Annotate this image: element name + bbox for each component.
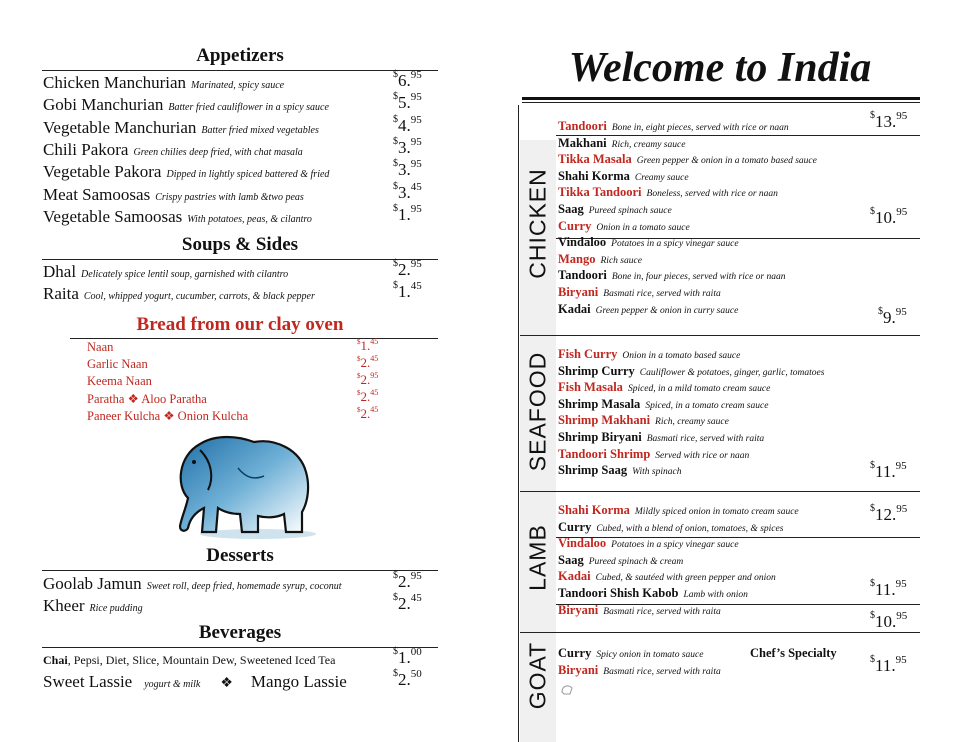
beverage-price: $1.00 bbox=[393, 646, 422, 667]
menu-item bbox=[558, 185, 778, 200]
bread-price bbox=[357, 405, 378, 422]
price-cents: 45 bbox=[370, 354, 379, 363]
item-desc: With spinach bbox=[632, 467, 682, 478]
currency-symbol: $ bbox=[357, 372, 361, 380]
item-desc: Lamb with onion bbox=[683, 590, 748, 600]
price-cents: 95 bbox=[895, 460, 907, 472]
item-name: Biryani bbox=[558, 602, 599, 617]
menu-item bbox=[558, 646, 703, 661]
price-dollars: 1. bbox=[398, 282, 411, 301]
item-name: Saag bbox=[558, 552, 584, 567]
menu-item bbox=[43, 207, 312, 227]
currency-symbol: $ bbox=[393, 158, 398, 170]
price-dollars: 1. bbox=[398, 204, 411, 224]
item-name: Vindaloo bbox=[558, 536, 607, 551]
item-desc: Batter fried mixed vegetables bbox=[201, 124, 319, 136]
currency-symbol: $ bbox=[870, 578, 875, 589]
divider bbox=[42, 259, 438, 260]
price-dollars: 3. bbox=[398, 182, 411, 202]
item-desc: Spiced, in a mild tomato cream sauce bbox=[627, 384, 771, 395]
lamb-price bbox=[870, 578, 907, 600]
menu-item bbox=[558, 430, 764, 445]
item-price bbox=[393, 280, 422, 302]
menu-item bbox=[558, 463, 681, 478]
price-dollars: 3. bbox=[398, 160, 411, 180]
divider bbox=[42, 570, 438, 571]
price-dollars: 4. bbox=[398, 115, 411, 135]
menu-item bbox=[43, 162, 329, 182]
sweet-lassie-desc: yogurt & milk bbox=[144, 679, 201, 690]
price-cents: 95 bbox=[410, 158, 422, 171]
item-name: Vegetable Manchurian bbox=[43, 117, 197, 137]
price-dollars: 13. bbox=[875, 112, 897, 131]
item-name: Tandoori Shish Kabob bbox=[558, 586, 679, 600]
price-dollars: 2. bbox=[398, 594, 411, 613]
menu-item bbox=[43, 574, 342, 594]
menu-item bbox=[43, 284, 315, 304]
price-dollars: 2. bbox=[360, 355, 371, 370]
item-name: Meat Samoosas bbox=[43, 184, 151, 204]
menu-item bbox=[558, 169, 689, 184]
item-desc: Basmati rice, served with raita bbox=[646, 434, 765, 444]
item-name: Tikka Tandoori bbox=[558, 185, 642, 200]
item-name: Gobi Manchurian bbox=[43, 95, 164, 115]
price-cents: 95 bbox=[896, 610, 908, 622]
item-name: Tandoori bbox=[558, 119, 607, 133]
currency-symbol: $ bbox=[393, 113, 398, 125]
price-cents: 95 bbox=[410, 570, 422, 582]
currency-symbol: $ bbox=[393, 258, 398, 269]
price-dollars: 6. bbox=[398, 71, 411, 90]
currency-symbol: $ bbox=[357, 338, 361, 346]
item-name: Tandoori bbox=[558, 268, 607, 283]
menu-item bbox=[558, 152, 817, 167]
price-cents: 95 bbox=[896, 206, 908, 218]
item-desc: With potatoes, peas, & cilantro bbox=[187, 213, 312, 225]
item-desc: Spicy onion in tomato sauce bbox=[596, 650, 704, 660]
bread-price bbox=[357, 371, 378, 388]
bread-item: Paneer Kulcha ❖ Onion Kulcha bbox=[87, 409, 249, 423]
item-desc: Crispy pastries with lamb &two peas bbox=[155, 191, 304, 203]
currency-symbol: $ bbox=[357, 389, 361, 397]
price-dollars: 11. bbox=[875, 462, 896, 481]
item-name: Raita bbox=[43, 284, 79, 303]
item-name: Biryani bbox=[558, 662, 599, 677]
currency-symbol: $ bbox=[870, 206, 875, 217]
price-dollars: 2. bbox=[398, 572, 411, 591]
menu-item bbox=[43, 185, 304, 205]
currency-symbol: $ bbox=[393, 280, 398, 291]
price-dollars: 12. bbox=[875, 505, 897, 524]
menu-item bbox=[558, 413, 729, 428]
chicken-label: CHICKEN bbox=[524, 168, 551, 279]
item-desc: Cubed, & sautéed with green pepper and onion bbox=[595, 573, 776, 584]
item-name: Fish Masala bbox=[558, 380, 623, 395]
price-dollars: 10. bbox=[875, 612, 897, 631]
goat-label: GOAT bbox=[524, 641, 551, 710]
item-name: Fish Curry bbox=[558, 347, 618, 361]
item-desc: Basmati rice, served with raita bbox=[603, 666, 721, 677]
currency-symbol: $ bbox=[870, 654, 875, 665]
sweet-lassie-name: Sweet Lassie bbox=[43, 672, 133, 691]
price-cents: 45 bbox=[370, 405, 379, 414]
item-name: Curry bbox=[558, 218, 592, 233]
currency-symbol: $ bbox=[393, 91, 398, 103]
menu-item bbox=[558, 380, 770, 395]
price-dollars: 5. bbox=[398, 93, 411, 113]
item-desc: Served with rice or naan bbox=[655, 450, 750, 461]
lassie-line bbox=[43, 672, 347, 692]
menu-item bbox=[558, 569, 776, 584]
price-cents: 45 bbox=[410, 592, 422, 604]
section-rule bbox=[520, 491, 920, 492]
appetizers-title: Appetizers bbox=[196, 45, 284, 66]
price-cents: 95 bbox=[410, 113, 422, 126]
item-name: Makhani bbox=[558, 135, 607, 150]
currency-symbol: $ bbox=[393, 135, 398, 147]
price-cents: 95 bbox=[410, 69, 422, 81]
menu-item bbox=[558, 268, 785, 283]
item-name: Vindaloo bbox=[558, 235, 607, 250]
item-name: Shrimp Curry bbox=[558, 363, 635, 378]
beverage-line bbox=[43, 653, 335, 668]
currency-symbol: $ bbox=[870, 460, 875, 471]
bread-price bbox=[357, 354, 378, 371]
menu-item bbox=[558, 447, 749, 462]
menu-item bbox=[43, 118, 319, 138]
item-name: Tandoori Shrimp bbox=[558, 446, 651, 461]
item-name: Shrimp Masala bbox=[558, 396, 641, 411]
price-dollars: 11. bbox=[875, 580, 896, 599]
vertical-rule bbox=[518, 105, 519, 742]
welcome-title: Welcome to India bbox=[568, 45, 872, 91]
currency-symbol: $ bbox=[393, 180, 398, 192]
price-cents: 95 bbox=[410, 258, 422, 270]
price-dollars: 2. bbox=[398, 260, 411, 279]
lamb-label: LAMB bbox=[524, 524, 551, 591]
item-desc: Rice pudding bbox=[89, 603, 143, 614]
item-price bbox=[393, 136, 422, 158]
item-desc: Pureed spinach sauce bbox=[588, 206, 672, 216]
item-desc: Sweet roll, deep fried, homemade syrup, coconut bbox=[146, 581, 342, 592]
currency-symbol: $ bbox=[357, 406, 361, 414]
item-name: Mango bbox=[558, 251, 596, 266]
item-name: Shrimp Saag bbox=[558, 463, 628, 478]
price-cents: 95 bbox=[410, 135, 422, 148]
item-name: Biryani bbox=[558, 285, 599, 299]
item-desc: Onion in a tomato based sauce bbox=[622, 351, 741, 361]
decorative-icon bbox=[560, 682, 574, 696]
bread-item: Keema Naan bbox=[87, 374, 152, 388]
menu-item bbox=[558, 347, 740, 362]
item-name: Tikka Masala bbox=[558, 152, 632, 167]
menu-item bbox=[43, 73, 284, 93]
menu-item bbox=[558, 119, 789, 134]
item-desc: Green chilies deep fried, with chat masala bbox=[133, 146, 303, 158]
item-desc: Mildly spiced onion in tomato cream sauce bbox=[634, 507, 799, 517]
item-price bbox=[393, 91, 422, 113]
soda-list: , Pepsi, Diet, Slice, Mountain Dew, Sweetened Iced Tea bbox=[67, 653, 336, 667]
soups-title: Soups & Sides bbox=[181, 234, 299, 255]
item-name: Saag bbox=[558, 202, 584, 216]
bread-title: Bread from our clay oven bbox=[136, 314, 344, 335]
lamb-price bbox=[870, 503, 907, 525]
price-cents: 45 bbox=[370, 337, 379, 346]
price-dollars: 2. bbox=[360, 389, 371, 404]
price-cents: 45 bbox=[410, 180, 422, 193]
price-cents: 45 bbox=[370, 388, 379, 397]
menu-item bbox=[558, 202, 672, 217]
item-desc: Bone in, four pieces, served with rice or naan bbox=[611, 272, 786, 283]
lassie-price: $2.50 bbox=[393, 668, 422, 689]
currency-symbol: $ bbox=[870, 110, 875, 121]
price-cents: 95 bbox=[410, 202, 422, 215]
mango-lassie-name: Mango Lassie bbox=[250, 672, 347, 691]
item-price bbox=[393, 203, 422, 225]
item-desc: Rich sauce bbox=[600, 255, 642, 266]
item-desc: Boneless, served with rice or naan bbox=[646, 189, 778, 200]
menu-item bbox=[43, 140, 303, 160]
item-price bbox=[393, 181, 422, 203]
item-price bbox=[393, 570, 422, 592]
menu-item bbox=[558, 285, 721, 300]
item-price bbox=[393, 592, 422, 614]
item-name: Shahi Korma bbox=[558, 168, 630, 183]
price-dollars: 9. bbox=[883, 308, 896, 327]
menu-item bbox=[558, 553, 683, 568]
item-desc: Cool, whipped yogurt, cucumber, carrots, & black pepper bbox=[83, 291, 315, 302]
item-name: Shahi Korma bbox=[558, 503, 630, 517]
menu-item bbox=[558, 536, 739, 551]
chai-label: Chai bbox=[43, 653, 68, 667]
price-dollars: 1. bbox=[360, 338, 371, 353]
menu-item bbox=[43, 596, 143, 616]
chef-specialty-label: Chef’s Specialty bbox=[750, 646, 837, 660]
item-name: Vegetable Samoosas bbox=[43, 206, 183, 226]
menu-item bbox=[558, 219, 690, 234]
item-desc: Potatoes in a spicy vinegar sauce bbox=[611, 540, 739, 551]
item-desc: Onion in a tomato sauce bbox=[596, 222, 690, 233]
item-desc: Rich, creamy sauce bbox=[655, 417, 729, 428]
menu-item bbox=[558, 603, 721, 618]
divider bbox=[42, 70, 438, 71]
bread-price bbox=[357, 388, 378, 405]
divider bbox=[70, 338, 438, 339]
item-desc: Cauliflower & potatoes, ginger, garlic, tomatoes bbox=[639, 367, 825, 378]
currency-symbol: $ bbox=[393, 202, 398, 214]
item-desc: Cubed, with a blend of onion, tomatoes, & spices bbox=[596, 523, 784, 534]
price-dollars: 2. bbox=[360, 372, 371, 387]
lamb-price bbox=[870, 610, 907, 632]
price-cents: 95 bbox=[410, 91, 422, 104]
currency-symbol: $ bbox=[870, 610, 875, 621]
bread-item: Garlic Naan bbox=[87, 357, 148, 371]
title-rule bbox=[522, 102, 920, 103]
item-name: Dhal bbox=[43, 262, 77, 281]
chicken-price bbox=[878, 306, 907, 328]
item-name: Curry bbox=[558, 646, 592, 660]
chicken-price bbox=[870, 110, 907, 132]
price-dollars: 2. bbox=[360, 406, 371, 421]
item-desc: Batter fried cauliflower in a spicy sauce bbox=[168, 102, 329, 114]
price-dollars: 10. bbox=[875, 208, 897, 227]
item-name: Kadai bbox=[558, 569, 591, 584]
item-desc: Bone in, eight pieces, served with rice or naan bbox=[611, 123, 789, 133]
item-desc: Green pepper & onion in curry sauce bbox=[595, 305, 739, 316]
item-desc: Basmati rice, served with raita bbox=[603, 289, 721, 299]
menu-item bbox=[558, 586, 748, 601]
currency-symbol: $ bbox=[878, 306, 883, 317]
item-name: Kheer bbox=[43, 596, 85, 615]
menu-item bbox=[43, 95, 329, 115]
item-price bbox=[393, 258, 422, 280]
currency-symbol: $ bbox=[357, 355, 361, 363]
item-desc: Delicately spice lentil soup, garnished with cilantro bbox=[81, 269, 289, 280]
price-dollars: 11. bbox=[875, 656, 896, 675]
bread-item: Paratha ❖ Aloo Paratha bbox=[87, 392, 207, 406]
goat-price bbox=[870, 654, 907, 676]
section-rule bbox=[520, 335, 920, 336]
price-cents: 45 bbox=[410, 280, 422, 292]
seafood-price bbox=[870, 460, 907, 482]
item-desc: Basmati rice, served with raita bbox=[603, 606, 721, 617]
item-name: Curry bbox=[558, 519, 592, 534]
item-desc: Green pepper & onion in a tomato based sauce bbox=[636, 156, 817, 167]
menu-item bbox=[558, 663, 721, 678]
elephant-illustration bbox=[168, 428, 318, 540]
menu-item bbox=[558, 136, 685, 151]
menu-item bbox=[558, 520, 783, 535]
menu-item bbox=[558, 364, 824, 379]
menu-item bbox=[558, 302, 738, 317]
section-rule bbox=[520, 632, 920, 633]
currency-symbol: $ bbox=[870, 503, 875, 514]
item-desc: Marinated, spicy sauce bbox=[191, 80, 285, 91]
item-desc: Rich, creamy sauce bbox=[611, 139, 686, 150]
currency-symbol: $ bbox=[393, 570, 398, 581]
price-cents: 95 bbox=[895, 578, 907, 590]
beverages-title: Beverages bbox=[198, 622, 282, 643]
price-cents: 95 bbox=[895, 306, 907, 318]
item-price bbox=[393, 114, 422, 136]
item-name: Vegetable Pakora bbox=[43, 162, 162, 182]
menu-item bbox=[558, 397, 768, 412]
chicken-price bbox=[870, 206, 907, 228]
price-cents: 95 bbox=[370, 371, 379, 380]
divider bbox=[42, 647, 438, 648]
item-name: Goolab Jamun bbox=[43, 574, 142, 593]
currency-symbol: $ bbox=[393, 592, 398, 603]
item-desc: Pureed spinach & cream bbox=[588, 556, 684, 567]
currency-symbol: $ bbox=[393, 69, 398, 80]
desserts-title: Desserts bbox=[206, 545, 274, 566]
menu-item bbox=[43, 262, 288, 282]
item-price bbox=[393, 69, 422, 91]
item-name: Chicken Manchurian bbox=[43, 73, 187, 92]
price-cents: 95 bbox=[896, 110, 908, 122]
item-name: Kadai bbox=[558, 301, 591, 316]
menu-item bbox=[558, 252, 642, 267]
bread-price bbox=[357, 337, 378, 354]
item-name: Shrimp Makhani bbox=[558, 413, 651, 428]
item-name: Chili Pakora bbox=[43, 139, 129, 159]
item-name: Shrimp Biryani bbox=[558, 430, 642, 444]
menu-item bbox=[558, 235, 739, 250]
item-price bbox=[393, 158, 422, 180]
separator-glyph: ❖ bbox=[220, 676, 233, 691]
price-cents: 95 bbox=[895, 654, 907, 666]
item-desc: Potatoes in a spicy vinegar sauce bbox=[611, 239, 739, 250]
item-desc: Creamy sauce bbox=[634, 172, 689, 183]
bread-item: Naan bbox=[87, 340, 114, 354]
menu-item bbox=[558, 503, 799, 518]
item-desc: Dipped in lightly spiced battered & fried bbox=[166, 169, 330, 181]
seafood-label: SEAFOOD bbox=[524, 351, 551, 472]
price-cents: 95 bbox=[896, 503, 908, 515]
price-dollars: 3. bbox=[398, 137, 411, 157]
item-desc: Spiced, in a tomato cream sauce bbox=[645, 400, 769, 411]
title-rule bbox=[522, 97, 920, 100]
